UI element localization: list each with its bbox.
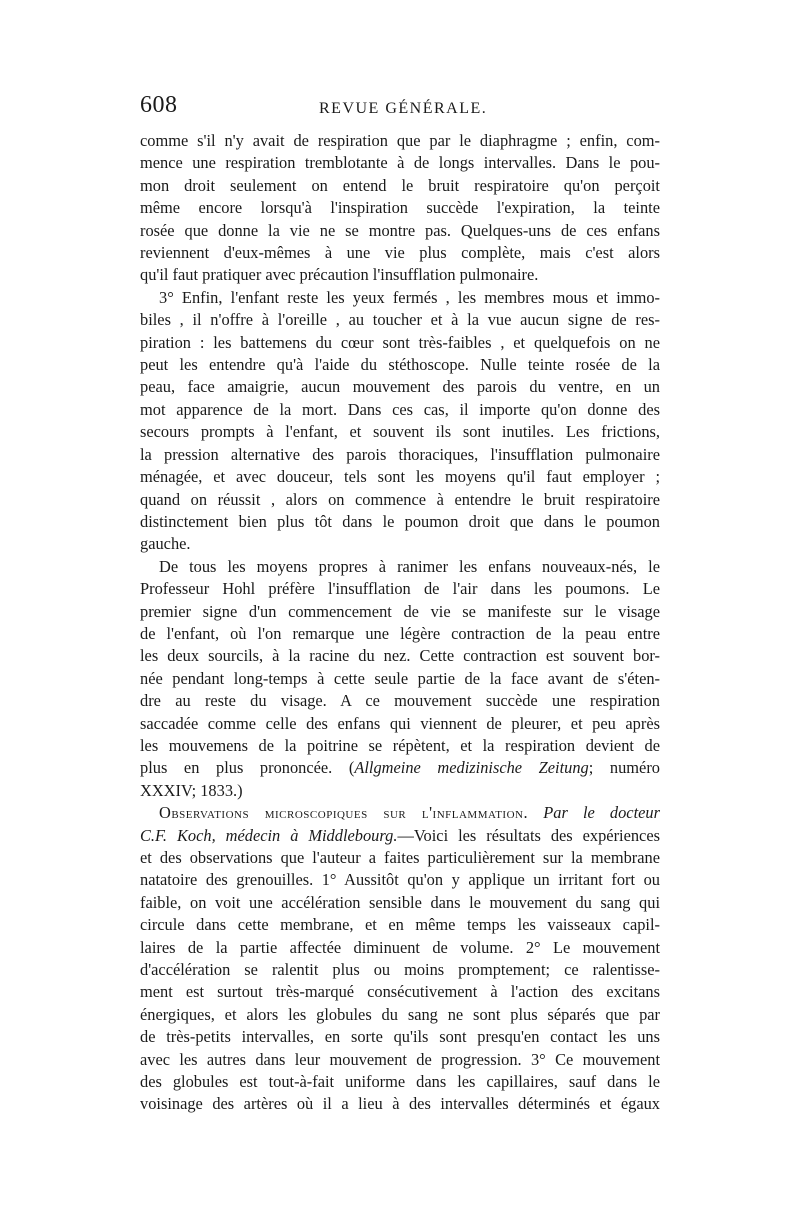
- page-number: 608: [140, 92, 178, 118]
- text-line: d'accélération se ralentit plus ou moins promptement; ce ralentisse-: [140, 960, 660, 980]
- text-line: 3° Enfin, l'enfant reste les yeux fermés , les membres mous et immo-: [159, 287, 660, 307]
- text-line: gauche.: [140, 534, 191, 554]
- text-line: qu'il faut pratiquer avec précaution l'insufflation pulmonaire.: [140, 265, 539, 285]
- text-line: distinctement bien plus tôt dans le poumon droit que dans le poumon: [140, 511, 660, 531]
- text-line: secours prompts à l'enfant, et souvent ils sont inutiles. Les frictions,: [140, 422, 660, 442]
- text-line: laires de la partie affectée diminuent de volume. 2° Le mouvement: [140, 937, 660, 957]
- text-run: —Voici les résultats des expériences: [397, 825, 660, 845]
- text-run: Par le docteur: [543, 803, 660, 823]
- text-line: circule dans cette membrane, et en même temps les vaisseaux capil-: [140, 915, 660, 935]
- text-line: saccadée comme celle des enfans qui viennent de pleurer, et peu après: [140, 713, 660, 733]
- text-line: premier signe d'un commencement de vie se manifeste sur le visage: [140, 601, 660, 621]
- text-line: de l'enfant, où l'on remarque une légère contraction de la peau entre: [140, 623, 660, 643]
- text-line: natatoire des grenouilles. 1° Aussitôt qu'on y applique un irritant fort ou: [140, 870, 660, 890]
- text-line: même encore lorsqu'à l'inspiration succède l'expiration, la teinte: [140, 198, 660, 218]
- text-line: Professeur Hohl préfère l'insufflation de l'air dans les poumons. Le: [140, 579, 660, 599]
- running-head: REVUE GÉNÉRALE.: [319, 100, 488, 117]
- text-line: quand on réussit , alors on commence à entendre le bruit respiratoire: [140, 489, 660, 509]
- text-line: reviennent d'eux-mêmes à une vie plus complète, mais c'est alors: [140, 243, 660, 263]
- text-line: rosée que donne la vie ne se montre pas. Quelques-uns de ces enfans: [140, 220, 660, 240]
- text-line: énergiques, et alors les globules du sang ne sont plus séparés que par: [140, 1004, 660, 1024]
- text-line: peau, face amaigrie, aucun mouvement des parois du ventre, en un: [140, 377, 660, 397]
- text-line: peut les entendre qu'à l'aide du stéthoscope. Nulle teinte rosée de la: [140, 355, 660, 375]
- text-line: mence une respiration tremblotante à de longs intervalles. Dans le pou-: [140, 153, 660, 173]
- author-name: C.F. Koch, médecin à Middlebourg.: [140, 825, 398, 845]
- text-line: piration : les battemens du cœur sont très-faibles , et quelquefois on ne: [140, 332, 660, 352]
- text-run: ; numéro: [588, 758, 660, 778]
- text-line: faible, on voit une accélération sensible dans le mouvement du sang qui: [140, 892, 660, 912]
- text-line: avec les autres dans leur mouvement de progression. 3° Ce mouvement: [140, 1049, 660, 1069]
- text-line: biles , il n'offre à l'oreille , au toucher et à la vue aucun signe de res-: [140, 310, 660, 330]
- text-line: comme s'il n'y avait de respiration que par le diaphragme ; enfin, com-: [140, 131, 660, 150]
- text-line: [140, 825, 660, 847]
- text-line: De tous les moyens propres à ranimer les enfans nouveaux-nés, le: [159, 556, 660, 576]
- text-line: les deux sourcils, à la racine du nez. Cette contraction est souvent bor-: [140, 646, 660, 666]
- text-line: ménagée, et avec douceur, tels sont les moyens qu'il faut employer ;: [140, 467, 660, 487]
- journal-title: Allgmeine medizinische Zeitung: [354, 758, 589, 778]
- text-line: née pendant long-temps à cette seule partie de la face avant de s'éten-: [140, 668, 660, 688]
- text-run: plus en plus prononcée. (: [140, 758, 355, 778]
- text-line: la pression alternative des parois thoraciques, l'insufflation pulmonaire: [140, 444, 660, 464]
- page-header: [140, 92, 660, 126]
- body-text: [140, 130, 660, 1116]
- text-line: les mouvemens de la poitrine se répètent, et la respiration devient de: [140, 735, 660, 755]
- text-line: et des observations que l'auteur a faites particulièrement sur la membrane: [140, 848, 660, 867]
- text-line: mot apparence de la mort. Dans ces cas, il importe qu'on donne des: [140, 399, 660, 419]
- text-line: des globules est tout-à-fait uniforme dans les capillaires, sauf dans le: [140, 1072, 660, 1092]
- text-line: [140, 757, 660, 779]
- text-line: ment est surtout très-marqué consécutivement à l'action des excitans: [140, 982, 660, 1002]
- section-heading: Observations microscopiques sur l'inflammation.: [159, 803, 529, 823]
- text-line: XXXIV; 1833.): [140, 780, 243, 800]
- text-line: mon droit seulement on entend le bruit respiratoire qu'on perçoit: [140, 175, 660, 195]
- text-line: [140, 802, 660, 824]
- text-line: dre au reste du visage. A ce mouvement succède une respiration: [140, 691, 660, 711]
- text-line: voisinage des artères où il a lieu à des intervalles déterminés et égaux: [140, 1094, 660, 1114]
- text-line: de très-petits intervalles, en sorte qu'ils sont presqu'en contact les uns: [140, 1027, 660, 1047]
